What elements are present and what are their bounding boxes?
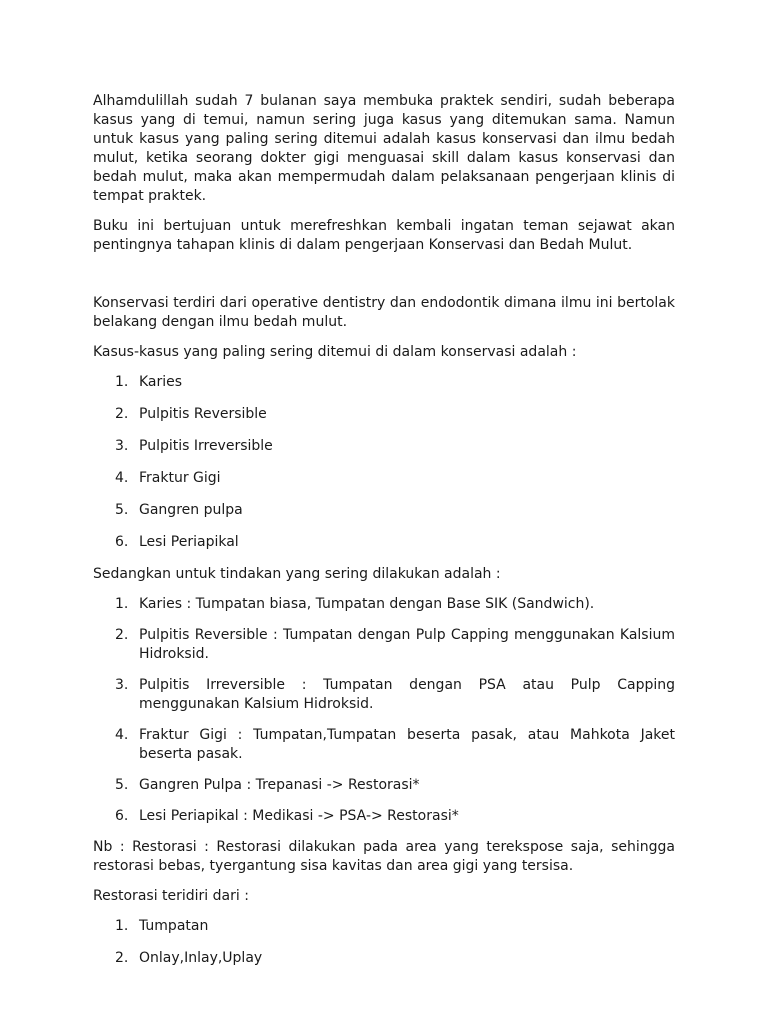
list-number: 3. <box>115 677 129 693</box>
list-item <box>93 949 675 968</box>
list-item-text: Fraktur Gigi <box>139 470 221 486</box>
konservasi-paragraph: Konservasi terdiri dari operative dentistry dan endodontik dimana ilmu ini bertolak belakang dengan ilmu bedah mulut. <box>93 295 675 330</box>
restorasi-list <box>93 917 675 968</box>
actions-heading: Sedangkan untuk tindakan yang sering dilakukan adalah : <box>93 566 501 582</box>
list-item-text: Karies : Tumpatan biasa, Tumpatan dengan Base SIK (Sandwich). <box>139 596 595 612</box>
list-number: 6. <box>115 808 129 824</box>
list-item-text: Fraktur Gigi : Tumpatan,Tumpatan beserta pasak, atau Mahkota Jaket beserta pasak. <box>139 727 675 762</box>
list-item <box>93 807 675 826</box>
cases-list <box>93 373 675 552</box>
list-number: 5. <box>115 502 129 518</box>
list-item-text: Gangren pulpa <box>139 502 243 518</box>
list-item-text: Pulpitis Irreversible : Tumpatan dengan PSA atau Pulp Capping menggunakan Kalsium Hidroksid. <box>139 677 675 712</box>
list-item-text: Lesi Periapikal : Medikasi -> PSA-> Restorasi* <box>139 808 459 824</box>
cases-heading: Kasus-kasus yang paling sering ditemui di dalam konservasi adalah : <box>93 344 577 360</box>
list-item-text: Pulpitis Reversible : Tumpatan dengan Pulp Capping menggunakan Kalsium Hidroksid. <box>139 627 675 662</box>
list-item <box>93 501 675 520</box>
list-item <box>93 776 675 795</box>
section-spacer <box>93 266 675 294</box>
list-item <box>93 726 675 764</box>
list-number: 2. <box>115 950 129 966</box>
list-item <box>93 626 675 664</box>
list-item-text: Lesi Periapikal <box>139 534 239 550</box>
list-number: 1. <box>115 374 129 390</box>
list-item <box>93 437 675 456</box>
list-item-text: Tumpatan <box>139 918 209 934</box>
list-item-text: Pulpitis Reversible <box>139 406 267 422</box>
list-item <box>93 469 675 488</box>
list-item <box>93 676 675 714</box>
intro-paragraph-2: Buku ini bertujuan untuk merefreshkan kembali ingatan teman sejawat akan pentingnya tahapan klinis di dalam pengerjaan Konservasi dan Bedah Mulut. <box>93 218 675 253</box>
list-item-text: Karies <box>139 374 183 390</box>
list-number: 1. <box>115 596 129 612</box>
list-item <box>93 533 675 552</box>
list-number: 2. <box>115 627 129 643</box>
list-item-text: Gangren Pulpa : Trepanasi -> Restorasi* <box>139 777 420 793</box>
list-number: 4. <box>115 727 129 743</box>
list-item <box>93 373 675 392</box>
intro-paragraph-1: Alhamdulillah sudah 7 bulanan saya membuka praktek sendiri, sudah beberapa kasus yang di temui, namun sering juga kasus yang ditemukan sama. Namun untuk kasus yang paling sering ditemui adalah kasus konservasi dan ilmu bedah mulut, ketika seorang dokter gigi menguasai skill dalam kasus konservasi dan bedah mulut, maka akan mempermudah dalam pelaksanaan pengerjaan klinis di tempat praktek. <box>93 93 675 204</box>
list-item <box>93 405 675 424</box>
list-number: 3. <box>115 438 129 454</box>
restorasi-heading: Restorasi teridiri dari : <box>93 888 249 904</box>
list-number: 4. <box>115 470 129 486</box>
list-item-text: Onlay,Inlay,Uplay <box>139 950 263 966</box>
list-item-text: Pulpitis Irreversible <box>139 438 273 454</box>
list-number: 5. <box>115 777 129 793</box>
actions-list <box>93 595 675 826</box>
document-page <box>93 92 675 981</box>
list-number: 1. <box>115 918 129 934</box>
list-item <box>93 595 675 614</box>
restorasi-note: Nb : Restorasi : Restorasi dilakukan pada area yang terekspose saja, sehingga restorasi bebas, tyergantung sisa kavitas dan area gigi yang tersisa. <box>93 839 675 874</box>
list-number: 2. <box>115 406 129 422</box>
list-number: 6. <box>115 534 129 550</box>
list-item <box>93 917 675 936</box>
